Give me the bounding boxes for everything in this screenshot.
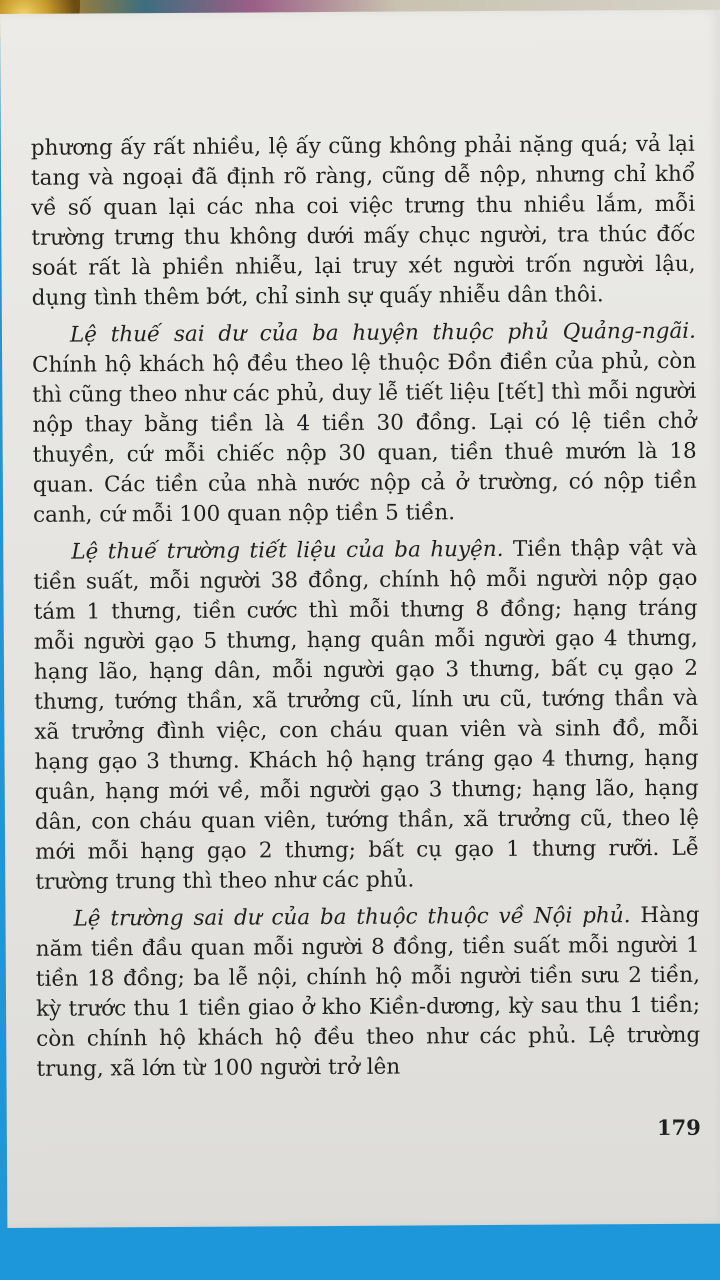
page-number: 179 bbox=[656, 1114, 701, 1141]
page-text bbox=[31, 130, 701, 1092]
paragraph-2 bbox=[32, 317, 697, 531]
paragraph-2-heading: Lệ thuế sai dư của ba huyện thuộc phủ Quảng-ngãi. bbox=[69, 318, 697, 348]
paragraph-4-text: Hàng năm tiền đầu quan mỗi người 8 đồng, tiền suất mỗi người 1 tiền 18 đồng; ba lễ nội, chính hộ mỗi người tiền sưu 2 tiền, kỳ trước thu 1 tiền giao ở kho Kiền-dương, kỳ sau thu 1 tiền; còn chính hộ khách hộ đều theo như các phủ. Lệ trường trung, xã lớn từ 100 người trở lên bbox=[35, 902, 701, 1082]
paragraph-1-text: phương ấy rất nhiều, lệ ấy cũng không phải nặng quá; vả lại tang và ngoại đã định rõ ràng, cũng dễ nộp, nhưng chỉ khổ về số quan lại các nha coi việc trưng thu nhiều lắm, mỗi trường trưng thu không dưới mấy chục người, tra thúc đốc soát rất là phiền nhiễu, lại truy xét người trốn người lậu, dụng tình thêm bớt, chỉ sinh sự quấy nhiễu dân thôi. bbox=[30, 131, 696, 311]
book-page bbox=[0, 10, 720, 1228]
paragraph-3-text: Tiền thập vật và tiền suất, mỗi người 38 đồng, chính hộ mỗi người nộp gạo tám 1 thưng, tiền cước thì mỗi thưng 8 đồng; hạng tráng mỗi người gạo 5 thưng, hạng quân mỗi người gạo 4 thưng, hạng lão, hạng dân, mỗi người gạo 3 thưng, bất cụ gạo 2 thưng, tướng thần, xã trưởng cũ, lính ưu cũ, tướng thần và xã trưởng đình việc, con cháu quan viên và sinh đồ, mỗi hạng gạo 3 thưng. Khách hộ hạng tráng gạo 4 thưng, hạng quân, hạng mới về, mỗi người gạo 3 thưng; hạng lão, hạng dân, con cháu quan viên, tướng thần, xã trưởng cũ, theo lệ mới mỗi hạng gạo 2 thưng; bất cụ gạo 1 thưng rưỡi. Lễ trường trung thì theo như các phủ. bbox=[33, 535, 700, 895]
paragraph-2-text: Chính hộ khách hộ đều theo lệ thuộc Đồn điền của phủ, còn thì cũng theo như các phủ, duy lễ tiết liệu [tết] thì mỗi người nộp thay bằng tiền là 4 tiền 30 đồng. Lại có lệ tiền chở thuyền, cứ mỗi chiếc nộp 30 quan, tiền thuê mướn là 18 quan. Các tiền của nhà nước nộp cả ở trường, có nộp tiền canh, cứ mỗi 100 quan nộp tiền 5 tiền. bbox=[32, 348, 697, 528]
paragraph-3-heading: Lệ thuế trường tiết liệu của ba huyện. bbox=[71, 536, 504, 565]
paragraph-1 bbox=[31, 130, 696, 314]
paragraph-3 bbox=[33, 534, 699, 898]
paragraph-4 bbox=[35, 901, 700, 1085]
paragraph-4-heading: Lệ trường sai dư của ba thuộc thuộc về Nội phủ. bbox=[73, 903, 631, 932]
